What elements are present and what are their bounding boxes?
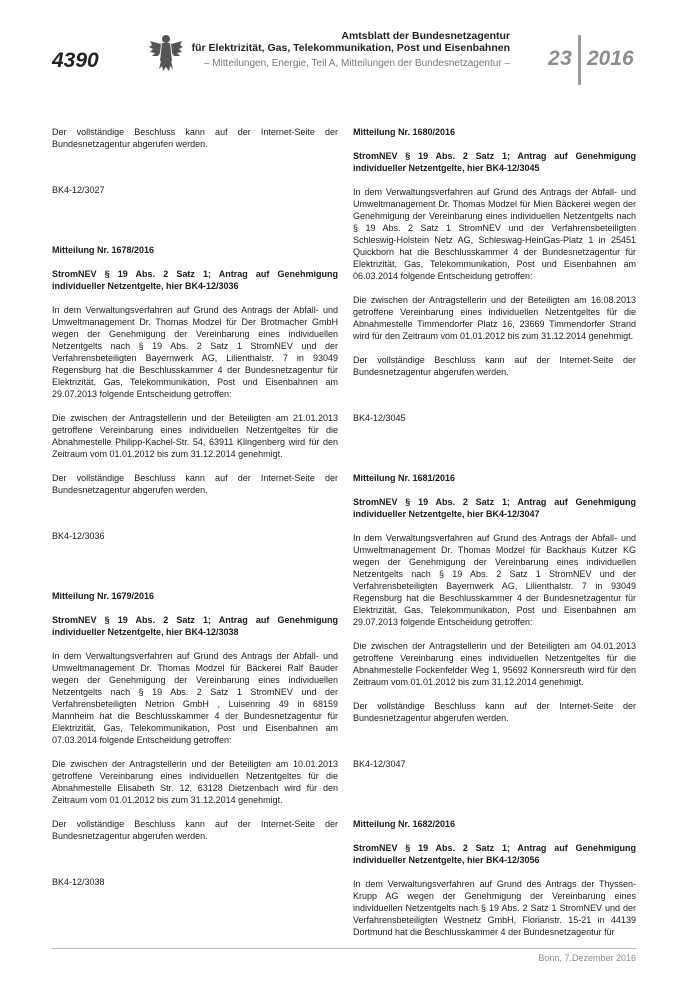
notice-paragraph: Der vollständige Beschluss kann auf der Internet-Seite der Bundesnetzagentur abgerufen werden. (52, 819, 338, 841)
page-header (0, 0, 700, 95)
journal-title-line2: für Elektrizität, Gas, Telekommunikation, Post und Eisenbahnen (191, 42, 510, 54)
notice-paragraph: Die zwischen der Antragstellerin und der Beteiligten am 16.08.2013 getroffene Vereinbarung eines individuellen Netzentgeltes für die Abnahmestelle Timmendorfer Platz 16, 23669 Timmendorfer Strand wird für den Zeitraum vom 01.01.2012 bis zum 31.12.2014 genehmigt. (353, 295, 636, 341)
notice-paragraph: In dem Verwaltungsverfahren auf Grund des Antrags der Abfall- und Umweltmanagement Dr. Thomas Modzel für Mien Bäckerei wegen der Genehmigung der Vereinbarung eines individuellen Netzentgelts nach § 19 Abs. 2 Satz 1 StromNEV und der Verfahrensbeteiligten Schleswig-Holstein Netz AG, Schleswag-HeinGas-Platz 1 in 25451 Quickborn hat die Beschlusskammer 4 der Bundesnetzagentur für Elektrizität, Gas, Telekommunikation, Post und Eisenbahnen am 06.03.2014 folgende Entscheidung getroffen: (353, 187, 636, 281)
notice-paragraph: In dem Verwaltungsverfahren auf Grund des Antrags der Thyssen-Krupp AG wegen der Genehmigung der Vereinbarung eines individuellen Netzentgelts nach § 19 Abs. 2 Satz 1 StromNEV und der Verfahrensbeteiligten Westnetz GmbH, Florianstr. 15-21 in 44139 Dortmund hat die Beschlusskammer 4 der Bundesnetzagentur für (353, 879, 636, 937)
notice-subject-1679: StromNEV § 19 Abs. 2 Satz 1; Antrag auf Genehmigung individueller Netzentgelte, hier BK4-12/3038 (52, 615, 338, 637)
journal-title-line1: Amtsblatt der Bundesnetzagentur (341, 30, 510, 42)
notice-paragraph: Der vollständige Beschluss kann auf der Internet-Seite der Bundesnetzagentur abgerufen werden. (353, 701, 636, 723)
issue-divider (578, 35, 581, 85)
left-column (52, 126, 338, 888)
reference-code: BK4-12/3027 (52, 185, 105, 195)
notice-title-1678: Mitteilung Nr. 1678/2016 (52, 245, 155, 255)
notice-subject-1681: StromNEV § 19 Abs. 2 Satz 1; Antrag auf Genehmigung individueller Netzentgelte, hier BK4-12/3047 (353, 497, 636, 519)
notice-paragraph: In dem Verwaltungsverfahren auf Grund des Antrags der Abfall- und Umweltmanagement Dr. Thomas Modzel für Der Brotmacher GmbH wegen der Genehmigung der Vereinbarung eines individuellen Netzentgelts nach § 19 Abs. 2 Satz 1 StromNEV und der Verfahrensbeteiligten Bayernwerk AG, Lilienthalstr. 7 in 93049 Regensburg hat die Beschlusskammer 4 der Bundesnetzagentur für Elektrizität, Gas, Telekommunikation, Post und Eisenbahnen am 29.07.2013 folgende Entscheidung getroffen: (52, 305, 338, 399)
notice-title-1679: Mitteilung Nr. 1679/2016 (52, 591, 155, 601)
intro-text: Der vollständige Beschluss kann auf der Internet-Seite der Bundesnetzagentur abgerufen werden. (52, 127, 338, 149)
notice-paragraph: Die zwischen der Antragstellerin und der Beteiligten am 10.01.2013 getroffene Vereinbarung eines individuellen Netzentgeltes für die Abnahmestelle Elisabeth Str. 12, 63128 Dietzenbach wird für den Zeitraum vom 01.01.2012 bis zum 31.12.2014 genehmigt. (52, 759, 338, 805)
footer-date: Bonn, 7.Dezember 2016 (538, 953, 636, 963)
notice-subject-1678: StromNEV § 19 Abs. 2 Satz 1; Antrag auf Genehmigung individueller Netzentgelte, hier BK4-12/3036 (52, 269, 338, 291)
notice-paragraph: In dem Verwaltungsverfahren auf Grund des Antrags der Abfall- und Umweltmanagement Dr. Thomas Modzel für Bäckerei Ralf Bauder wegen der Genehmigung der Vereinbarung eines individuellen Netzentgelts nach § 19 Abs. 2 Satz 1 StromNEV und der Verfahrensbeteiligten Netrion GmbH , Luisenring 49 in 68159 Mannheim hat die Beschlusskammer 4 der Bundesnetzagentur für Elektrizität, Gas, Telekommunikation, Post und Eisenbahnen am 07.03.2014 folgende Entscheidung getroffen: (52, 651, 338, 745)
notice-title-1680: Mitteilung Nr. 1680/2016 (353, 127, 456, 137)
federal-eagle-icon (148, 33, 184, 73)
reference-code: BK4-12/3036 (52, 531, 105, 541)
notice-title-1681: Mitteilung Nr. 1681/2016 (353, 473, 456, 483)
notice-paragraph: Der vollständige Beschluss kann auf der Internet-Seite der Bundesnetzagentur abgerufen werden. (52, 473, 338, 495)
issue-number: 23 (548, 47, 573, 70)
notice-subject-1682: StromNEV § 19 Abs. 2 Satz 1; Antrag auf Genehmigung individueller Netzentgelte, hier BK4-12/3056 (353, 843, 636, 865)
notice-paragraph: Der vollständige Beschluss kann auf der Internet-Seite der Bundesnetzagentur abgerufen werden. (353, 355, 636, 377)
footer-divider (52, 948, 636, 949)
reference-code: BK4-12/3047 (353, 759, 406, 769)
right-column (353, 126, 636, 938)
reference-code: BK4-12/3038 (52, 877, 105, 887)
notice-paragraph: In dem Verwaltungsverfahren auf Grund des Antrags der Abfall- und Umweltmanagement Dr. Thomas Modzel für Backhaus Kutzer KG wegen der Genehmigung der Vereinbarung eines individuellen Netzentgelts nach § 19 Abs. 2 Satz 1 StromNEV und der Verfahrensbeteiligten Bayernwerk AG, Lilienthalstr. 7 in 93049 Regensburg hat die Beschlusskammer 4 der Bundesnetzagentur für Elektrizität, Gas, Telekommunikation, Post und Eisenbahnen am 29.07.2013 folgende Entscheidung getroffen: (353, 533, 636, 627)
notice-title-1682: Mitteilung Nr. 1682/2016 (353, 819, 456, 829)
issue-year: 2016 (587, 47, 634, 70)
reference-code: BK4-12/3045 (353, 413, 406, 423)
journal-subtitle: – Mitteilungen, Energie, Teil A, Mitteilungen der Bundesnetzagentur – (203, 58, 510, 69)
notice-paragraph: Die zwischen der Antragstellerin und der Beteiligten am 21.01.2013 getroffene Vereinbarung eines individuellen Netzentgeltes für die Abnahmestelle Philipp-Kachel-Str. 54, 63911 Klingenberg wird für den Zeitraum vom 01.01.2012 bis zum 31.12.2014 genehmigt. (52, 413, 338, 459)
page-number: 4390 (52, 49, 99, 72)
notice-subject-1680: StromNEV § 19 Abs. 2 Satz 1; Antrag auf Genehmigung individueller Netzentgelte, hier BK4-12/3045 (353, 151, 636, 173)
notice-paragraph: Die zwischen der Antragstellerin und der Beteiligten am 04.01.2013 getroffene Vereinbarung eines individuellen Netzentgeltes für die Abnahmestelle Fockenfelder Weg 1, 95692 Konnersreuth wird für den Zeitraum vom 01.01.2012 bis zum 31.12.2014 genehmigt. (353, 641, 636, 687)
